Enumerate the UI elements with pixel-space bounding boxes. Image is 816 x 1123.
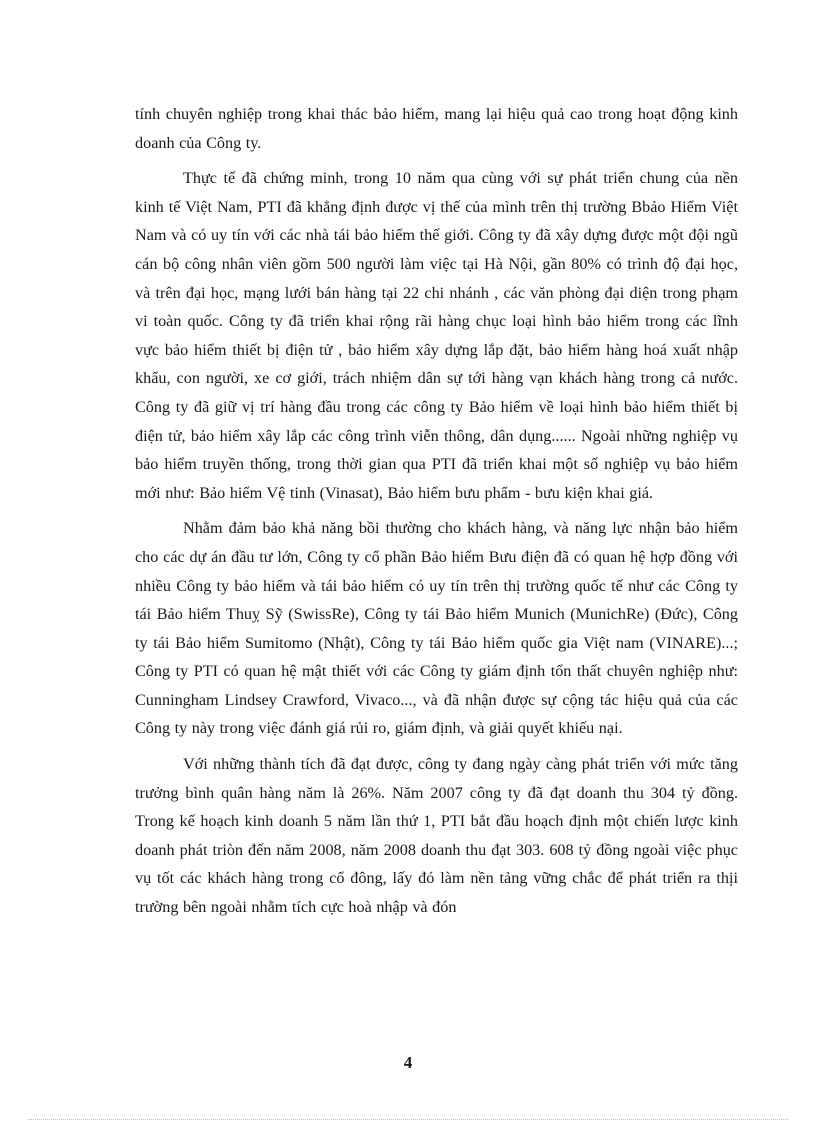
body-text [135,100,738,929]
paragraph-pti-achievements: Thực tế đã chứng minh, trong 10 năm qua cùng với sự phát triển chung của nền kinh tế Việt Nam, PTI đã khẳng định được vị thế của mình trên thị trường Bbảo Hiểm Việt Nam và có uy tín với các nhà tái bảo hiểm thế giới. Công ty đã xây dựng được một đội ngũ cán bộ công nhân viên gồm 500 người làm việc tại Hà Nội, gần 80% có trình độ đại học, và trên đại học, mạng lưới bán hàng tại 22 chi nhánh , các văn phòng đại diện trong phạm vi toàn quốc. Công ty đã triển khai rộng rãi hàng chục loại hình bảo hiểm trong các lĩnh vực bảo hiểm thiết bị điện tử , bảo hiểm xây dựng lắp đặt, bảo hiểm hàng hoá xuất nhập khẩu, con người, xe cơ giới, trách nhiệm dân sự tới hàng vạn khách hàng trong cả nước. Công ty đã giữ vị trí hàng đầu trong các công ty Bảo hiểm về loại hình bảo hiểm thiết bị điện tử, bảo hiểm xây lắp các công trình viễn thông, dân dụng...... Ngoài những nghiệp vụ bảo hiểm truyền thống, trong thời gian qua PTI đã triển khai một số nghiệp vụ bảo hiểm mới như: Bảo hiểm Vệ tinh (Vinasat), Bảo hiểm bưu phẩm - bưu kiện khai giá. [135,169,738,502]
page-number: 4 [403,1053,413,1072]
page-bottom-divider [28,1119,788,1120]
paragraph-reinsurance-partners: Nhằm đảm bảo khả năng bồi thường cho khách hàng, và năng lực nhận bảo hiểm cho các dự án đầu tư lớn, Công ty cổ phần Bảo hiểm Bưu điện đã có quan hệ hợp đồng với nhiều Công ty bảo hiểm và tái bảo hiểm có uy tín trên thị trường quốc tế như các Công ty tái Bảo hiểm Thuỵ Sỹ (SwissRe), Công ty tái Bảo hiểm Munich (MunichRe) (Đức), Công ty tái Bảo hiểm Sumitomo (Nhật), Công ty tái Bảo hiểm quốc gia Việt nam (VINARE)...; Công ty PTI có quan hệ mật thiết với các Công ty giám định tổn thất chuyên nghiệp như: Cunningham Lindsey Crawford, Vivaco..., và đã nhận được sự cộng tác hiệu quả của các Công ty này trong việc đánh giá rủi ro, giám định, và giải quyết khiếu nại. [135,519,738,738]
paragraph-growth-revenue: Với những thành tích đã đạt được, công ty đang ngày càng phát triển với mức tăng trưởng bình quân hàng năm là 26%. Năm 2007 công ty đã đạt doanh thu 304 tỷ đồng. Trong kế hoạch kinh doanh 5 năm lần thứ 1, PTI bắt đầu hoạch định một chiến lược kinh doanh phát triòn đến năm 2008, năm 2008 doanh thu đạt 303. 608 tỷ đồng ngoài việc phục vụ tốt các khách hàng trong cổ đông, lấy đó làm nền tảng vững chắc để phát triển ra thịi trường bên ngoài nhằm tích cực hoà nhập và đón [135,755,738,917]
paragraph-continuation: tính chuyên nghiệp trong khai thác bảo hiểm, mang lại hiệu quả cao trong hoạt động kinh doanh của Công ty. [135,105,738,152]
